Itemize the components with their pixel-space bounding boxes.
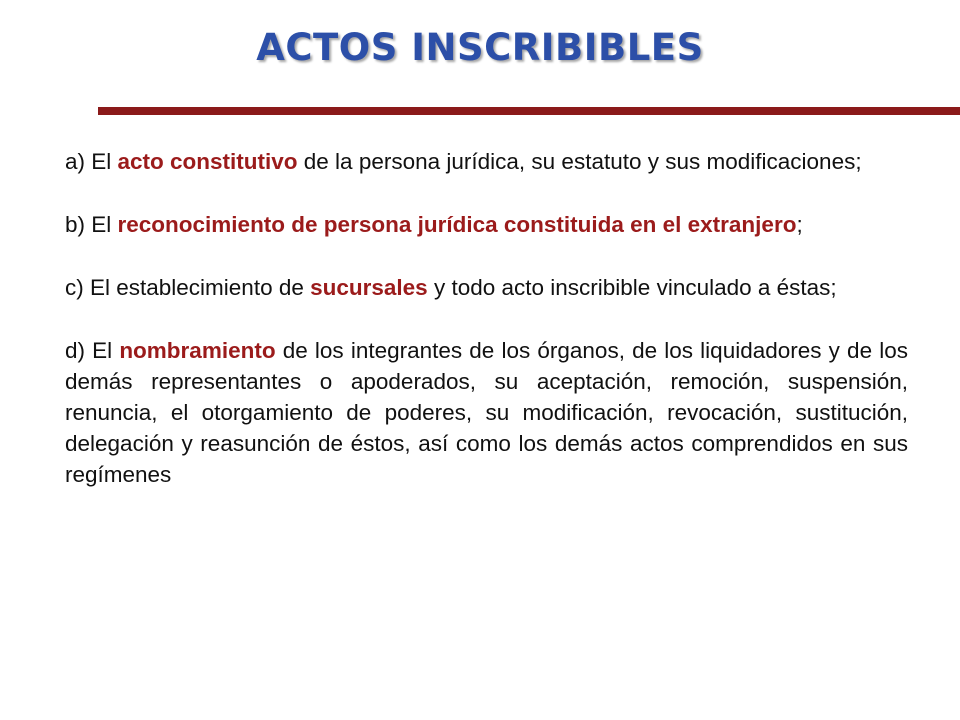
item-text: a) El: [65, 149, 118, 174]
list-item-b: [65, 209, 908, 240]
item-text: de la persona jurídica, su estatuto y sus modificaciones;: [297, 149, 862, 174]
list-item-a: [65, 146, 908, 177]
item-highlight: acto constitutivo: [117, 149, 298, 174]
title-divider: [98, 107, 960, 115]
item-text: y todo acto inscribible vinculado a éstas;: [427, 275, 837, 300]
slide-title: ACTOS INSCRIBIBLES: [256, 26, 704, 69]
item-highlight: nombramiento: [119, 338, 276, 363]
slide-body: [65, 146, 908, 522]
item-text: ;: [796, 212, 803, 237]
item-text: b) El: [65, 212, 118, 237]
item-text: c) El establecimiento de: [65, 275, 311, 300]
item-highlight: sucursales: [310, 275, 428, 300]
list-item-c: [65, 272, 908, 303]
item-text: d) El: [65, 338, 120, 363]
list-item-d: [65, 335, 908, 490]
item-highlight: reconocimiento de persona jurídica constituida en el extranjero: [117, 212, 797, 237]
item-text: de los integrantes de los órganos, de los liquidadores y de los demás representantes o apoderados, su aceptación, remoción, suspensión, renuncia, el otorgamiento de poderes, su modificación, revocación, sustitución, delegación y reasunción de éstos, así como los demás actos comprendidos en sus regímenes: [65, 338, 908, 487]
